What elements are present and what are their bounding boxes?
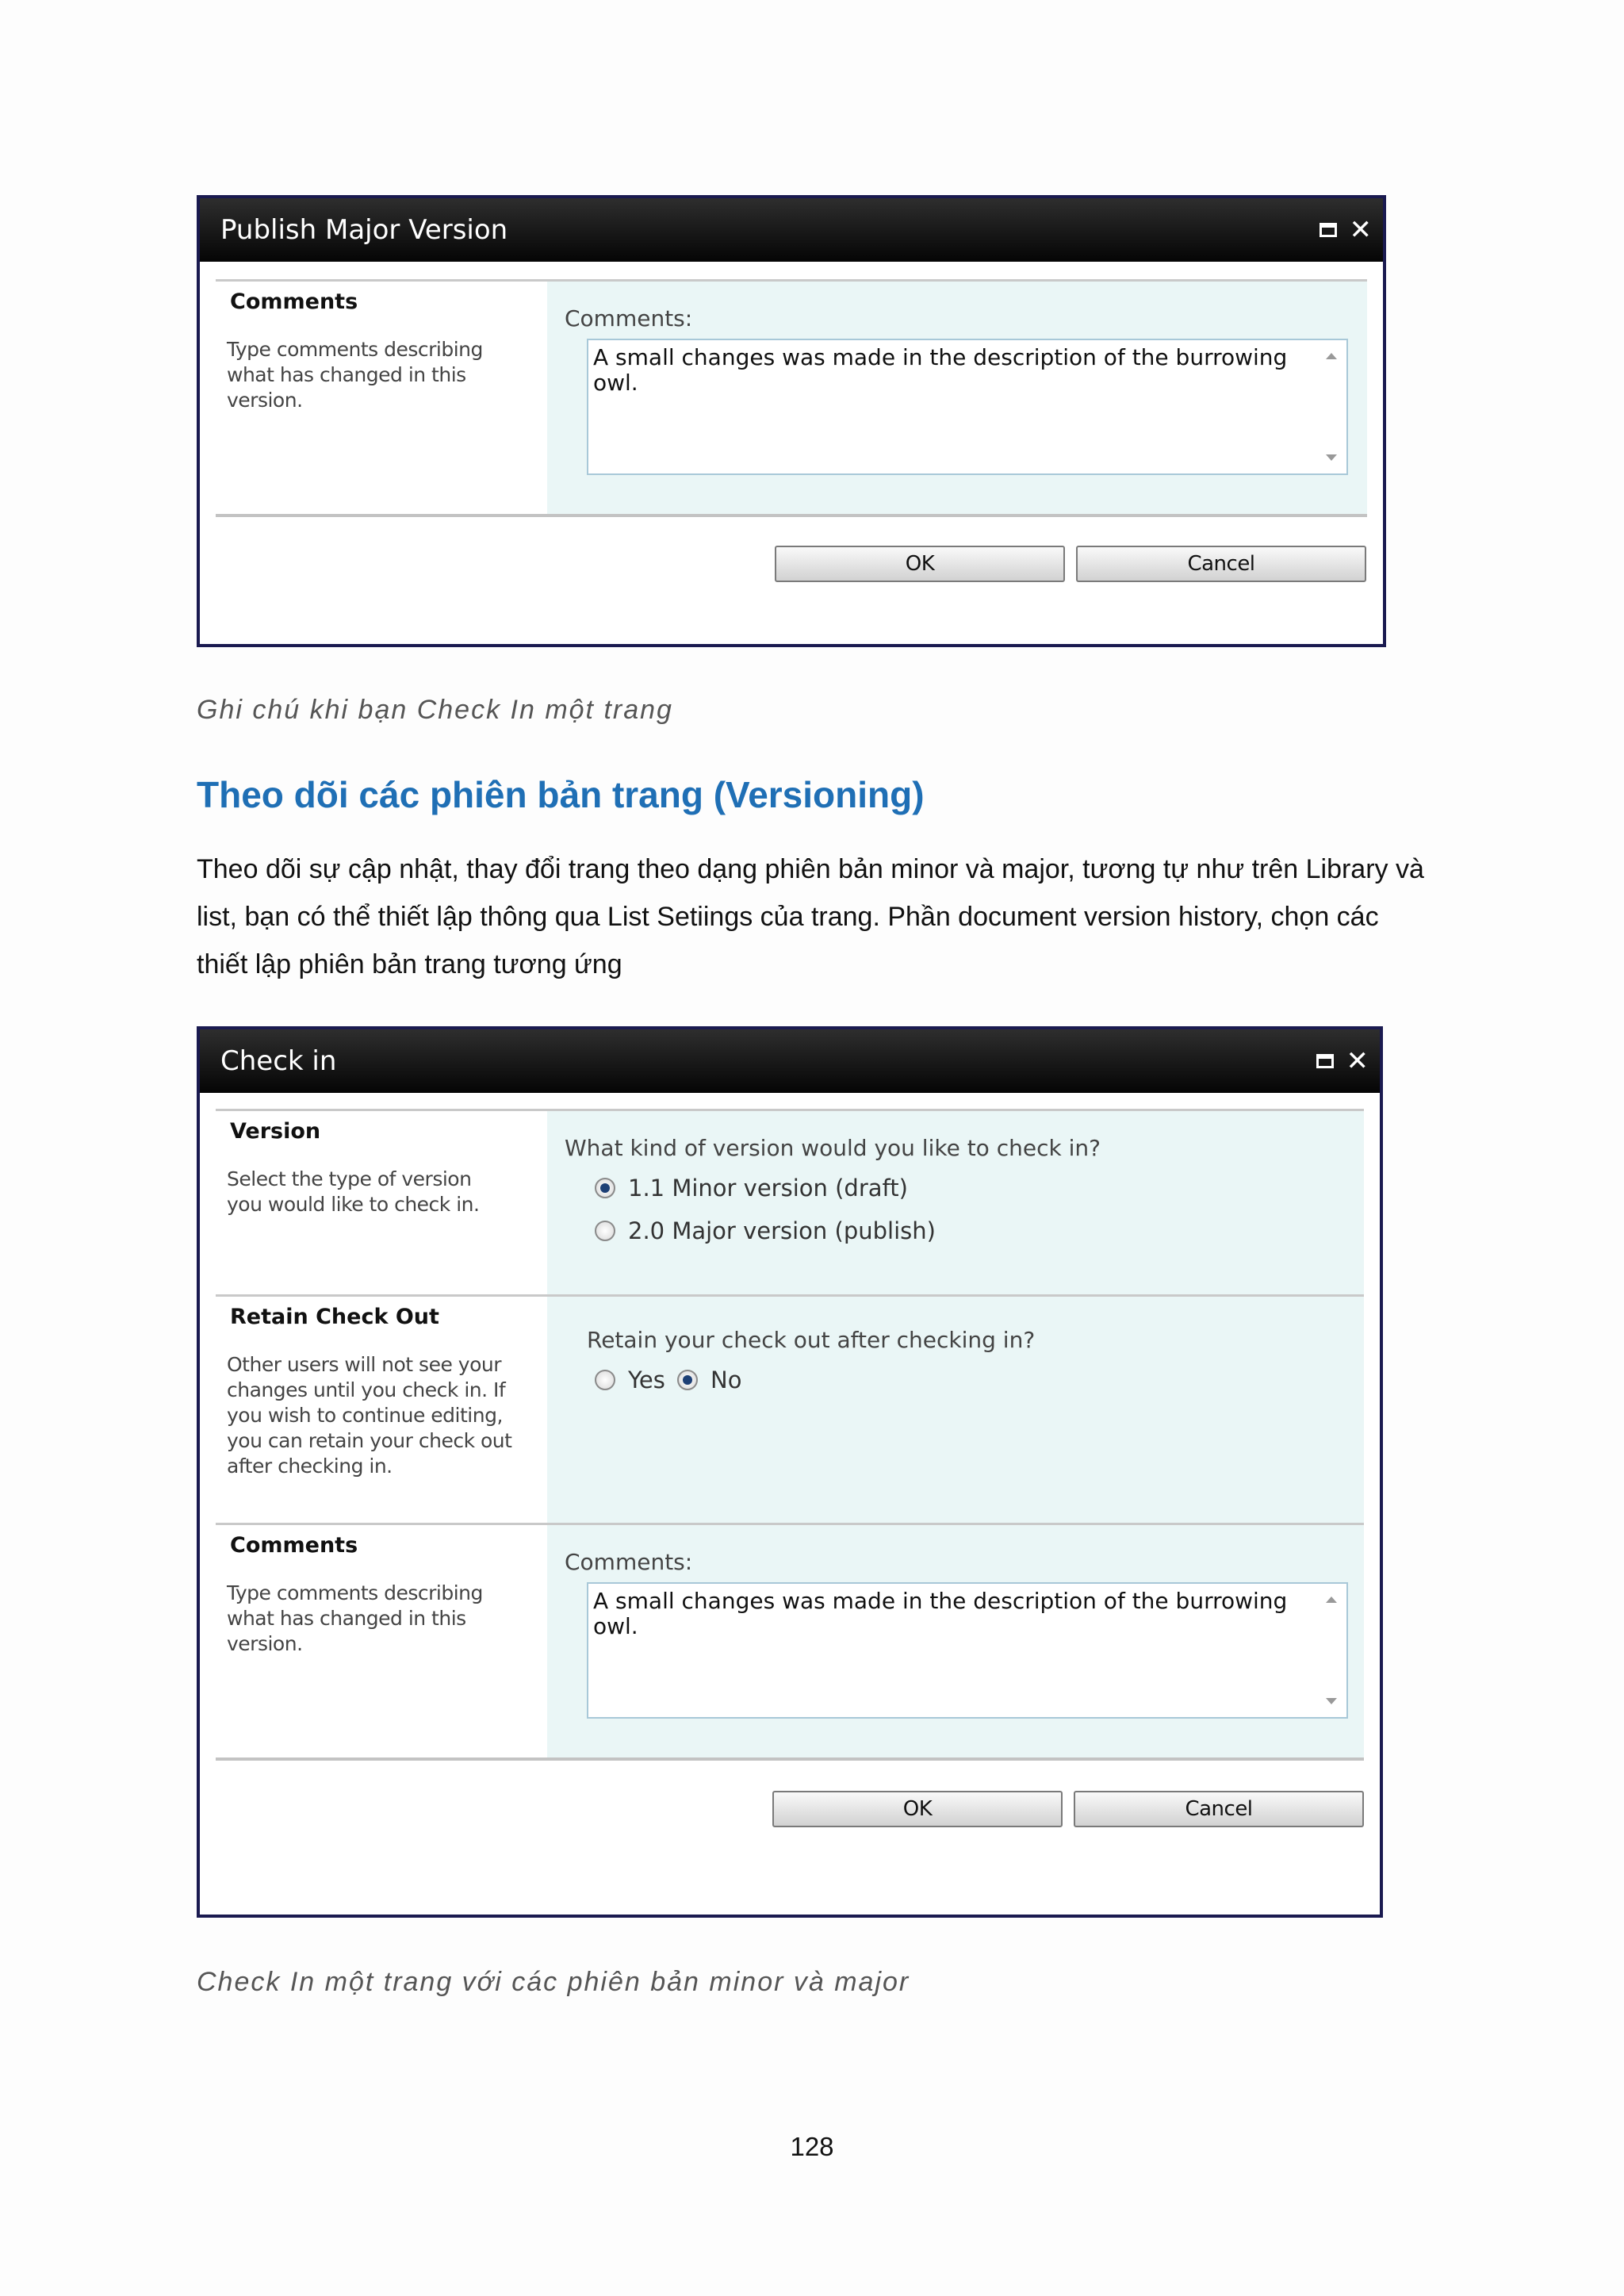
retain-check-out-section [216,1294,1364,1525]
section-description: Type comments describing what has changed in this version. [227,338,483,412]
section-description: Other users will not see your changes until you check in. If you wish to continue editing, you can retain your check out after checking in. [227,1353,512,1478]
radio-major-version[interactable] [595,1217,936,1244]
section-title: Comments [230,289,358,314]
section-title: Retain Check Out [230,1305,439,1329]
comments-label: Comments: [565,1549,693,1575]
section-description: Type comments describing what has changed in this version. [227,1581,483,1655]
version-section [216,1109,1364,1297]
comments-section [216,279,1367,516]
radio-yes[interactable] [595,1366,665,1393]
figure-caption: Ghi chú khi bạn Check In một trang [197,695,673,725]
radio-label: No [710,1366,742,1393]
body-paragraph: Theo dõi sự cập nhật, thay đổi trang theo dạng phiên bản minor và major, tương tự như trên Library và list, bạn có thể thiết lập thông qua List Setiings của trang. Phần document version history, chọn các thiết lập phiên bản trang tương ứng [197,854,1424,979]
comments-textarea[interactable] [587,1582,1348,1719]
radio-selected-icon[interactable] [595,1178,615,1198]
dialog-title: Check in [220,1045,337,1077]
comments-label: Comments: [565,305,693,332]
comments-text: A small changes was made in the description of the burrowing owl. [593,344,1288,396]
dialog-titlebar [200,198,1383,262]
comments-section [216,1523,1364,1760]
maximize-icon[interactable] [1320,223,1337,237]
radio-unselected-icon[interactable] [595,1221,615,1241]
dialog-title: Publish Major Version [220,214,508,246]
version-question: What kind of version would you like to check in? [565,1135,1101,1161]
radio-selected-icon[interactable] [677,1370,698,1390]
divider [216,514,1367,517]
radio-label: 1.1 Minor version (draft) [628,1175,908,1202]
textarea-scrollbar[interactable] [1320,342,1345,472]
dialog-titlebar [200,1029,1380,1093]
publish-major-version-dialog [197,195,1386,647]
ok-button[interactable]: OK [775,546,1065,582]
comments-textarea[interactable] [587,339,1348,475]
page-number: 128 [790,2132,834,2161]
radio-label: 2.0 Major version (publish) [628,1217,936,1244]
ok-button[interactable]: OK [772,1791,1063,1827]
scroll-up-icon[interactable] [1326,353,1337,359]
section-title: Comments [230,1533,358,1558]
close-icon[interactable]: ✕ [1349,214,1372,246]
retain-question: Retain your check out after checking in? [587,1327,1036,1353]
section-heading: Theo dõi các phiên bản trang (Versioning) [197,774,925,815]
divider [216,1757,1364,1761]
radio-label: Yes [628,1366,665,1393]
scroll-down-icon[interactable] [1326,454,1337,461]
cancel-button[interactable]: Cancel [1074,1791,1364,1827]
cancel-button[interactable]: Cancel [1076,546,1366,582]
scroll-down-icon[interactable] [1326,1698,1337,1704]
maximize-icon[interactable] [1316,1054,1334,1068]
check-in-dialog [197,1026,1383,1918]
textarea-scrollbar[interactable] [1320,1585,1345,1715]
radio-unselected-icon[interactable] [595,1370,615,1390]
section-description: Select the type of version you would like to check in. [227,1167,480,1216]
scroll-up-icon[interactable] [1326,1596,1337,1603]
radio-no[interactable] [677,1366,741,1393]
figure-caption: Check In một trang với các phiên bản minor và major [197,1967,910,1997]
comments-text: A small changes was made in the description of the burrowing owl. [593,1588,1288,1639]
section-title: Version [230,1119,321,1144]
close-icon[interactable]: ✕ [1346,1045,1369,1077]
radio-minor-version[interactable] [595,1175,908,1202]
